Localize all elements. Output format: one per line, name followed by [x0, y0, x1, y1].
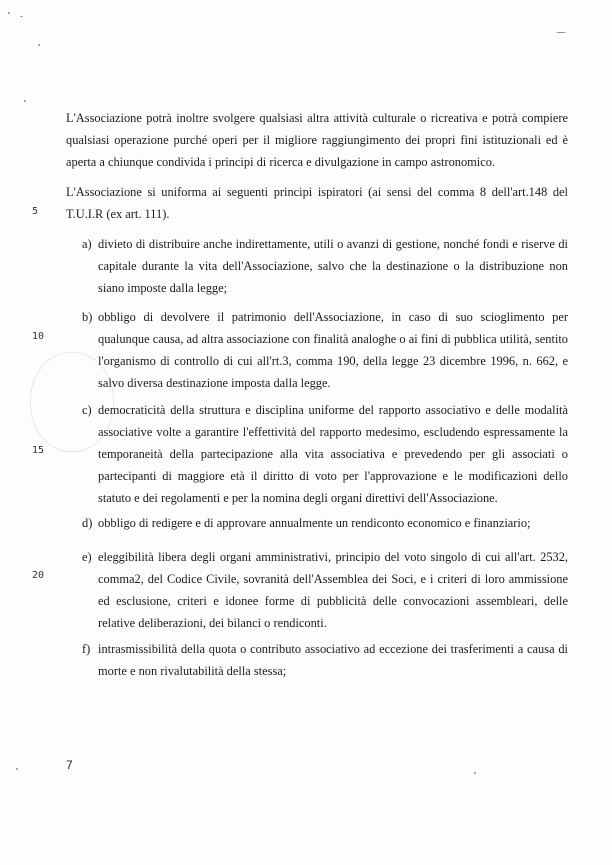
scan-speck — [16, 768, 18, 770]
item-marker: d) — [82, 516, 93, 530]
item-marker: e) — [82, 550, 92, 564]
item-marker: c) — [82, 403, 92, 417]
line-number: 10 — [32, 331, 45, 342]
list-item-b — [82, 306, 568, 394]
item-marker: a) — [82, 237, 92, 251]
item-marker: f) — [82, 642, 91, 656]
scan-speck — [556, 32, 566, 33]
item-text: eleggibilità libera degli organi amministrativi, principio del voto singolo di cui all'art. 2532, comma2, del Codice Civile, sovranità dell'Assemblea dei Soci, e i criteri di loro ammissione ed esclusione, criteri e idonee forme di pubblicità delle convocazioni assembleari, delle relative deliberazioni, dei bilanci o rendiconti. — [98, 550, 568, 630]
scan-speck — [20, 16, 23, 17]
list-item-c — [82, 399, 568, 509]
item-text: democraticità della struttura e disciplina uniforme del rapporto associativo e delle modalità associative volte a garantire l'effettività del rapporto medesimo, escludendo espressamente la temporaneità della partecipazione alla vita associativa e prevedendo per gli associati o partecipanti di maggiore età il diritto di voto per l'approvazione e le modificazioni dello statuto e dei regolamenti e per la nomina degli organi direttivi dell'Associazione. — [98, 403, 568, 505]
paragraph-principles: L'Associazione si uniforma ai seguenti principi ispiratori (ai sensi del comma 8 dell'art.148 del T.U.I.R (ex art. 111). — [66, 185, 568, 221]
item-marker: b) — [82, 310, 93, 324]
scan-speck — [24, 100, 26, 102]
item-text: obbligo di devolvere il patrimonio dell'Associazione, in caso di suo scioglimento per qualunque causa, ad altra associazione con finalità analoghe o ai fini di pubblica utilità, sentito l'organismo di controllo di cui all'rt.3, comma 190, della legge 23 dicembre 1996, n. 662, e salvo diversa destinazione imposta dalla legge. — [98, 310, 568, 390]
line-number: 15 — [32, 445, 45, 456]
line-number: 5 — [32, 206, 39, 217]
list-item-f — [82, 638, 568, 682]
line-number: 20 — [32, 570, 45, 581]
scan-speck — [38, 44, 40, 46]
scan-speck — [474, 772, 476, 774]
list-item-a — [82, 233, 568, 299]
list-item-d — [82, 512, 568, 534]
page-number: 7 — [66, 758, 73, 772]
item-text: obbligo di redigere e di approvare annualmente un rendiconto economico e finanziario; — [98, 516, 531, 530]
scan-speck — [8, 12, 10, 14]
item-text: divieto di distribuire anche indirettamente, utili o avanzi di gestione, nonché fondi e riserve di capitale durante la vita dell'Associazione, salvo che la destinazione o la distribuzione non siano imposte dalla legge; — [98, 237, 568, 295]
item-text: intrasmissibilità della quota o contributo associativo ad eccezione dei trasferimenti a causa di morte e non rivalutabilità della stessa; — [98, 642, 568, 678]
paragraph-intro: L'Associazione potrà inoltre svolgere qualsiasi altra attività culturale o ricreativa e potrà compiere qualsiasi operazione purché operi per il migliore raggiungimento dei propri fini istituzionali ed è aperta a chiunque condivida i principi di ricerca e divulgazione in campo astronomico. — [66, 111, 568, 169]
list-item-e — [82, 546, 568, 634]
